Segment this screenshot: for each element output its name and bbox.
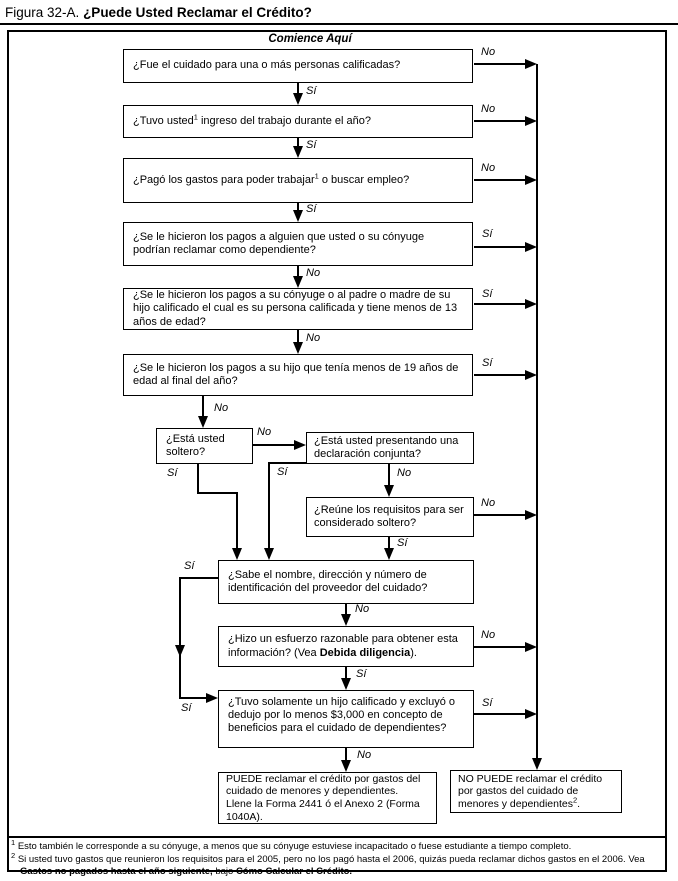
label-q3-yes: Sí (306, 203, 317, 215)
flowchart-box-q2 (123, 105, 473, 138)
arrow-q7-no-head-icon (294, 440, 306, 450)
label-q11-no: No (481, 629, 496, 641)
arrow-q10-yes-head-icon (206, 693, 218, 703)
label-q12-yes: Sí (482, 697, 493, 709)
label-q6-yes: Sí (482, 357, 493, 369)
label-q10-no: No (355, 603, 370, 615)
flowchart-box-q9 (306, 497, 474, 537)
label-q12-no: No (357, 749, 372, 761)
label-q2-no: No (481, 103, 496, 115)
flowchart-box-q1 (123, 49, 473, 83)
q3-text: ¿Pagó los gastos para poder trabajar$^1$ o buscar empleo? (133, 171, 410, 186)
arrow-q5-no-head-icon (293, 342, 303, 354)
arrow-q8-yes-seg2 (268, 462, 270, 549)
label-q5-yes: Sí (482, 288, 493, 300)
figure-title-prefix: Figura 32-A. (5, 5, 80, 20)
label-q11-yes: Sí (356, 668, 367, 680)
label-q1-yes: Sí (306, 85, 317, 97)
start-here-label: Comience Aquí (268, 33, 352, 45)
arrow-q7-yes-seg2 (197, 492, 238, 494)
arrow-q10-yes-seg2 (179, 577, 181, 699)
arrow-q7-yes-seg3 (236, 492, 238, 549)
collector-line (536, 64, 538, 760)
arrow-q3-yes-head-icon (293, 210, 303, 222)
footnotes (11, 837, 667, 879)
arrow-q9-no-head-icon (525, 510, 537, 520)
arrow-q8-no (388, 464, 390, 486)
arrow-q12-yes-head-icon (525, 709, 537, 719)
arrow-q6-yes-head-icon (525, 370, 537, 380)
arrow-q12-yes (474, 713, 526, 715)
label-q5-no: No (306, 332, 321, 344)
cannot-claim-text: NO PUEDE reclamar el crédito por gastos del cuidado de menores y dependientes$^2$. (458, 772, 603, 810)
footnote-rule (7, 836, 667, 838)
arrow-q4-yes (474, 246, 526, 248)
q7-text: ¿Está usted soltero? (166, 432, 225, 458)
collector-arrowhead-down-icon (532, 758, 542, 770)
flowchart-box-q10 (218, 560, 474, 604)
q4-text: ¿Se le hicieron los pagos a alguien que usted o su cónyuge podrían reclamar como dependiente? (133, 230, 425, 256)
flowchart-box-q8 (306, 432, 474, 464)
arrow-q10-yes-seg1 (179, 577, 218, 579)
arrow-q11-no (474, 646, 526, 648)
title-rule (0, 23, 678, 25)
arrow-q4-no-head-icon (293, 276, 303, 288)
q6-text: ¿Se le hicieron los pagos a su hijo que tenía menos de 19 años de edad al final del año? (133, 361, 459, 387)
label-q8-yes: Sí (277, 466, 288, 478)
label-q7-yes: Sí (167, 467, 178, 479)
arrow-q2-no-head-icon (525, 116, 537, 126)
flowchart-box-q6 (123, 354, 473, 396)
label-q7-no: No (257, 426, 272, 438)
label-q10-yes-top: Sí (184, 560, 195, 572)
arrow-q10-no-head-icon (341, 614, 351, 626)
footnote-1: $^1$ Esto también le corresponde a su cónyuge, a menos que su cónyuge estuviese incapacitado o fuese estudiante a tiempo completo. (11, 837, 572, 852)
arrow-q3-no-head-icon (525, 175, 537, 185)
footnote-2: $^2$ Si usted tuvo gastos que reunieron los requisitos para el 2005, pero no los pagó hasta el 2006, quizás pueda reclamar dichos gastos en el 2006. Vea Gastos no pagados hasta el año siguiente, bajo Cómo Calcular el Crédito. (11, 850, 645, 878)
arrow-q10-yes-seg3 (179, 697, 207, 699)
flowchart-box-q4 (123, 222, 473, 266)
arrow-q2-no (474, 120, 526, 122)
flowchart-box-q3 (123, 158, 473, 203)
arrow-q3-no (474, 179, 526, 181)
flowchart-box-q5 (123, 288, 473, 330)
arrow-q7-yes-head-icon (232, 548, 242, 560)
label-q8-no: No (397, 467, 412, 479)
arrow-q11-yes-head-icon (341, 678, 351, 690)
can-claim-text: PUEDE reclamar el crédito por gastos del cuidado de menores y dependientes. Llene la Forma 2441 ó el Anexo 2 (Forma 1040A). (226, 772, 421, 823)
arrow-q5-yes (474, 303, 526, 305)
flowchart-box-q11 (218, 626, 474, 667)
label-q2-yes: Sí (306, 139, 317, 151)
q9-text: ¿Reúne los requisitos para ser considerado soltero? (314, 503, 464, 529)
q1-text: ¿Fue el cuidado para una o más personas calificadas? (133, 59, 401, 72)
label-q4-no: No (306, 267, 321, 279)
q5-text: ¿Se le hicieron los pagos a su cónyuge o al padre o madre de su hijo calificado el cual es su persona calificada y tiene menos de 13 años de edad? (133, 289, 458, 328)
arrow-q8-no-head-icon (384, 485, 394, 497)
arrow-q2-yes-head-icon (293, 146, 303, 158)
arrow-q6-yes (474, 374, 526, 376)
q12-text: ¿Tuvo solamente un hijo calificado y excluyó o dedujo por lo menos $3,000 en concepto de beneficios para el cuidado de dependientes? (228, 696, 456, 735)
arrow-q1-yes-head-icon (293, 93, 303, 105)
arrow-q12-no-head-icon (341, 760, 351, 772)
arrow-q8-yes-seg1 (268, 462, 306, 464)
q11-text: ¿Hizo un esfuerzo razonable para obtener esta información? (Vea Debida diligencia). (228, 633, 458, 659)
label-q9-yes: Sí (397, 537, 408, 549)
arrow-q9-yes-head-icon (384, 548, 394, 560)
q2-text: ¿Tuvo usted$^1$ ingreso del trabajo durante el año? (133, 112, 371, 127)
arrow-q7-yes-seg1 (197, 464, 199, 494)
outcome-box-can-claim (218, 772, 437, 824)
arrow-q7-no (253, 444, 295, 446)
arrow-q1-no (474, 63, 526, 65)
label-q3-no: No (481, 162, 496, 174)
label-q1-no: No (481, 46, 496, 58)
arrow-q6-no-head-icon (198, 416, 208, 428)
flowchart-box-q12 (218, 690, 474, 748)
arrow-q4-yes-head-icon (525, 242, 537, 252)
arrow-q9-no (474, 514, 526, 516)
arrow-q5-yes-head-icon (525, 299, 537, 309)
q10-text: ¿Sabe el nombre, dirección y número de identificación del proveedor del cuidado? (228, 568, 428, 594)
arrow-q10-yes-mid-head-icon (175, 645, 185, 657)
arrow-q8-yes-head-icon (264, 548, 274, 560)
q8-text: ¿Está usted presentando una declaración conjunta? (314, 434, 459, 460)
label-q9-no: No (481, 497, 496, 509)
flowchart-box-q7 (156, 428, 253, 464)
arrow-q11-no-head-icon (525, 642, 537, 652)
outcome-box-cannot-claim (450, 770, 622, 813)
label-q4-yes: Sí (482, 228, 493, 240)
label-q10-yes-bottom: Sí (181, 702, 192, 714)
label-q6-no: No (214, 402, 229, 414)
arrow-q1-no-head-icon (525, 59, 537, 69)
figure-title (5, 5, 312, 20)
figure-title-main: ¿Puede Usted Reclamar el Crédito? (83, 5, 312, 20)
arrow-q6-no (202, 396, 204, 417)
